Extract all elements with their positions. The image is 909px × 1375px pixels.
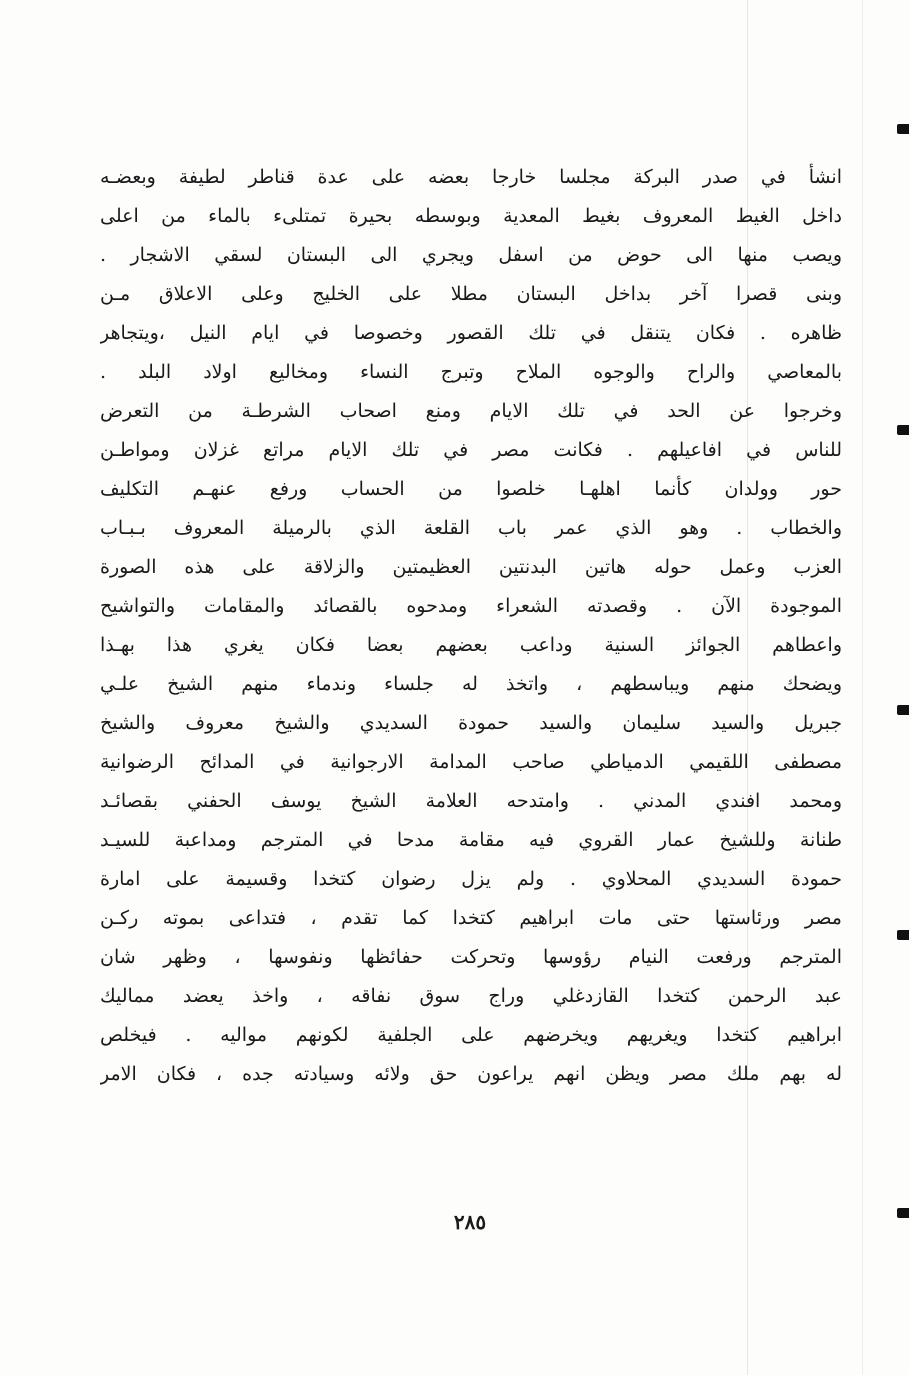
binding-mark [897,425,909,435]
text-line: بالمعاصي والراح والوجوه الملاح وتبرج النساء ومخاليع اولاد البلد . [100,361,842,383]
text-line: ويضحك منهم ويباسطهم ، واتخذ له جلساء وندماء منهم الشيخ علـي [100,673,842,695]
text-line: المترجم ورفعت النيام رؤوسها وتحركت حفائظها ونفوسها ، وظهر شان [100,946,842,968]
text-line: واعطاهم الجوائز السنية وداعب بعضهم بعضا فكان يغري هذا بهـذا [100,634,842,656]
text-line: حور وولدان كأنما اهلهـا خلصوا من الحساب ورفع عنهـم التكليف [100,478,842,500]
text-line: ومحمد افندي المدني . وامتدحه العلامة الشيخ يوسف الحفني بقصائـد [100,790,842,812]
text-line: للناس في افاعيلهم . فكانت مصر في تلك الايام مراتع غزلان ومواطـن [100,439,842,461]
binding-mark [897,930,909,940]
text-line: جبريل والسيد سليمان والسيد حمودة السديدي والشيخ معروف والشيخ [100,712,842,734]
binding-mark [897,705,909,715]
body-text [100,158,842,1094]
text-line: وبنى قصرا آخر بداخل البستان مطلا على الخليج وعلى الاعلاق مـن [100,283,842,305]
text-line: طنانة وللشيخ عمار القروي فيه مقامة مدحا في المترجم ومداعبة للسيـد [100,829,842,851]
page-number: ٢٨٥ [453,1210,487,1234]
text-line: وخرجوا عن الحد في تلك الايام ومنع اصحاب الشرطـة من التعرض [100,400,842,422]
binding-mark [897,1208,909,1218]
text-line: مصر ورئاستها حتى مات ابراهيم كتخدا كما تقدم ، فتداعى بموته ركـن [100,907,842,929]
text-line: الموجودة الآن . وقصدته الشعراء ومدحوه بالقصائد والمقامات والتواشيح [100,595,842,617]
text-line: انشأ في صدر البركة مجلسا خارجا بعضه على عدة قناطر لطيفة وبعضـه [100,166,842,188]
page-edge-shadow [862,0,863,1375]
text-line: مصطفى اللقيمي الدمياطي صاحب المدامة الارجوانية في المدائح الرضوانية [100,751,842,773]
text-line: ويصب منها الى حوض من اسفل ويجري الى البستان لسقي الاشجار . [100,244,842,266]
text-line: ابراهيم كتخدا ويغريهم ويخرضهم على الجلفية لكونهم مواليه . فيخلص [100,1024,842,1046]
text-line: له بهم ملك مصر ويظن انهم يراعون حق ولائه وسيادته جده ، فكان الامر [100,1063,842,1085]
text-line: والخطاب . وهو الذي عمر باب القلعة الذي بالرميلة المعروف بـبـاب [100,517,842,539]
text-line: داخل الغيط المعروف بغيط المعدية وبوسطه بحيرة تمتلىء بالماء من اعلى [100,205,842,227]
text-line: حمودة السديدي المحلاوي . ولم يزل رضوان كتخدا وقسيمة على امارة [100,868,842,890]
text-line: ظاهره . فكان يتنقل في تلك القصور وخصوصا في ايام النيل ،ويتجاهر [100,322,842,344]
text-line: العزب وعمل حوله هاتين البدنتين العظيمتين والزلاقة على هذه الصورة [100,556,842,578]
text-line: عبد الرحمن كتخدا القازدغلي وراج سوق نفاقه ، واخذ يعضد مماليك [100,985,842,1007]
binding-mark [897,124,909,134]
